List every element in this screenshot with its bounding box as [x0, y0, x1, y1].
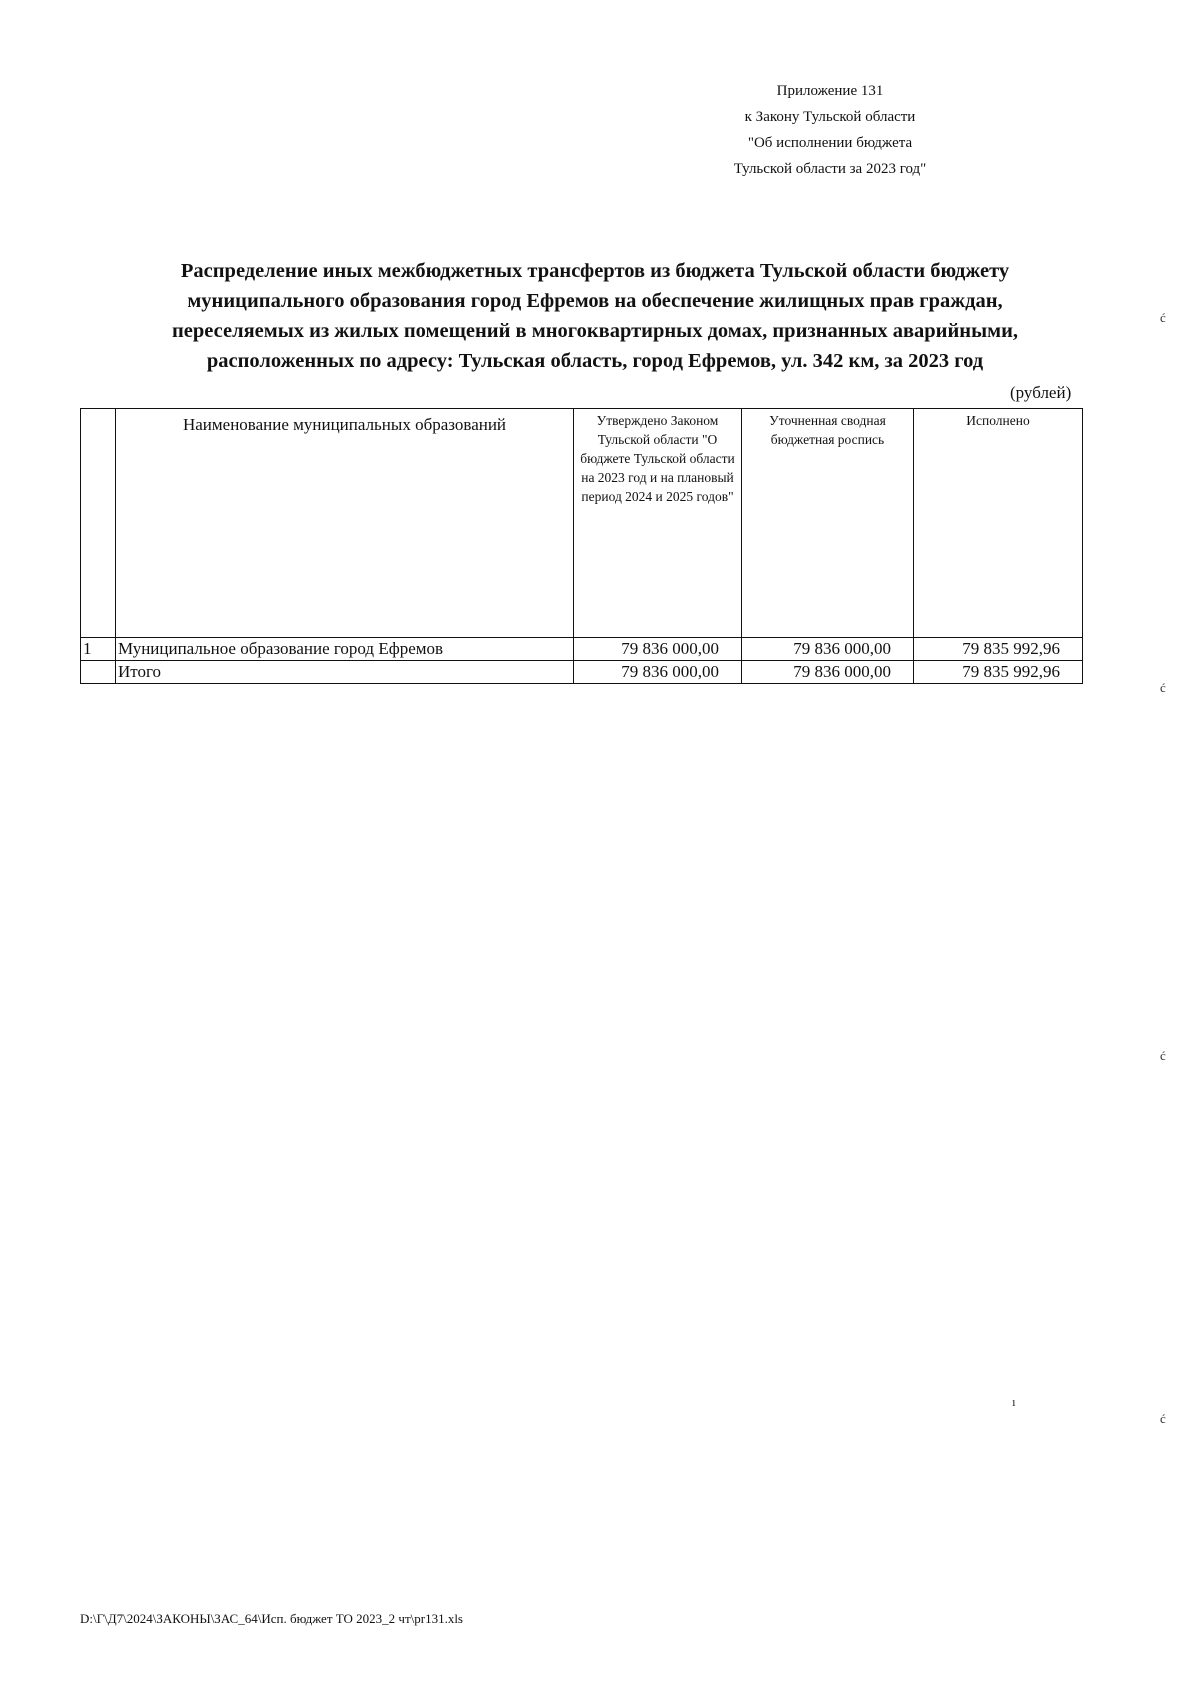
units-label: (рублей)	[1010, 383, 1072, 402]
header-executed: Исполнено	[914, 409, 1083, 638]
table-header-row	[81, 409, 1083, 638]
file-path-footer: D:\Г\Д7\2024\ЗАКОНЫ\ЗАС_64\Исп. бюджет ТО 2023_2 чт\pr131.xls	[80, 1611, 463, 1626]
total-number-cell	[81, 661, 116, 684]
row-refined: 79 836 000,00	[742, 638, 914, 661]
margin-mark: ć	[1160, 1048, 1166, 1063]
margin-mark: ć	[1160, 1411, 1166, 1426]
row-executed: 79 835 992,96	[914, 638, 1083, 661]
total-executed: 79 835 992,96	[914, 661, 1083, 684]
row-approved: 79 836 000,00	[574, 638, 742, 661]
row-number: 1	[81, 638, 116, 661]
transfers-table	[80, 408, 1083, 684]
appendix-line-4: Тульской области за 2023 год"	[733, 161, 927, 177]
header-num-cell	[81, 409, 116, 638]
table-row	[81, 638, 1083, 661]
appendix-line-3: "Об исполнении бюджета	[747, 135, 913, 151]
title-line-2: муниципального образования город Ефремов на обеспечение жилищных прав граждан,	[187, 290, 1003, 312]
margin-mark: ı	[1012, 1394, 1016, 1409]
total-refined: 79 836 000,00	[742, 661, 914, 684]
total-row	[81, 661, 1083, 684]
document-title	[90, 256, 1100, 376]
title-line-4: расположенных по адресу: Тульская область, город Ефремов, ул. 342 км, за 2023 год	[206, 350, 984, 372]
appendix-line-2: к Закону Тульской области	[744, 109, 916, 125]
row-name: Муниципальное образование город Ефремов	[116, 638, 574, 661]
title-line-3: переселяемых из жилых помещений в многоквартирных домах, признанных аварийными,	[171, 320, 1019, 342]
margin-mark: ć	[1160, 310, 1166, 325]
header-approved: Утверждено Законом Тульской области "О бюджете Тульской области на 2023 год и на плановый период 2024 и 2025 годов"	[574, 409, 742, 638]
header-refined: Уточненная сводная бюджетная роспись	[742, 409, 914, 638]
title-line-1: Распределение иных межбюджетных трансфертов из бюджета Тульской области бюджету	[180, 260, 1010, 282]
total-approved: 79 836 000,00	[574, 661, 742, 684]
header-name: Наименование муниципальных образований	[116, 409, 574, 638]
appendix-line-1: Приложение 131	[776, 83, 884, 99]
margin-mark: ć	[1160, 680, 1166, 695]
appendix-header	[640, 78, 1020, 182]
total-label: Итого	[116, 661, 574, 684]
